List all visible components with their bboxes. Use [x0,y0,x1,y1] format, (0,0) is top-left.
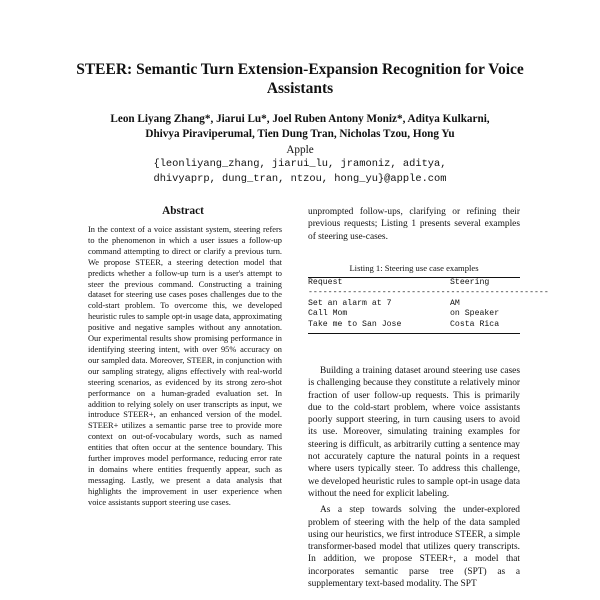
listing-row [308,299,520,309]
listing-steering: AM [450,298,460,308]
listing-request: Set an alarm at 7 [308,298,392,308]
listing-header-steering: Steering [450,278,490,287]
affiliation: Apple [286,144,314,156]
body-paragraph-2: Building a training dataset around steering use cases is challenging because they constitute a relatively minor fraction of user follow-up requests. This is primarily due to the cold-start problem, where voice assistants poorly support steering, in turn causing users to avoid its use. Moreover, simulating training examples for steering is difficult, as arbitrarily cutting a sentence may not accurately capture the natural points in a request where users typically steer. To address this challenge, we developed heuristic rules to sample opt-in usage data without the need for explicit labeling. [308,366,520,499]
listing-header-row [308,278,520,288]
listing-separator: ------------------------------------------------- [308,288,549,298]
paper-title [40,60,560,98]
listing-row [308,320,520,330]
authors-line-1: Leon Liyang Zhang*, Jiarui Lu*, Joel Ruben Antony Moniz*, Aditya Kulkarni, [110,113,490,125]
title-line-1: STEER: Semantic Turn Extension-Expansion Recognition for Voice [76,61,524,78]
emails-line-2: dhivyaprp, dung_tran, ntzou, hong_yu}@apple.com [153,173,447,185]
abstract-heading: Abstract [162,205,204,217]
listing-1 [308,262,549,334]
body-paragraphs [308,365,520,590]
listing-row [308,309,520,319]
listing-request: Take me to San Jose [308,319,402,329]
emails-line-1: {leonliyang_zhang, jiarui_lu, jramoniz, aditya, [153,158,447,170]
authors-line-2: Dhivya Piraviperumal, Tien Dung Tran, Nicholas Tzou, Hong Yu [145,128,455,140]
listing-header-request: Request [308,278,343,287]
abstract-text: In the context of a voice assistant system, steering refers to the phenomenon in which a user issues a follow-up command attempting to direct or clarify a previous turn. We propose STEER, a steering detection model that predicts whether a follow-up turn is a user's attempt to steer the previous command. Constructing a training dataset for steering use cases poses challenges due to the cold-start problem. To overcome this, we developed heuristic rules to sample opt-in usage data, approximating positive and negative samples without any annotation. Our experimental results show promising performance in identifying steering intent, with over 95% accuracy on our sampled data. Moreover, STEER, in conjunction with our sampling strategy, aligns effectively with real-world steering scenarios, as evidenced by its strong zero-shot performance on a human-graded evaluation set. In addition to relying solely on user transcripts as input, we introduce STEER+, an enhanced version of the model. STEER+ utilizes a semantic parse tree to provide more context on out-of-vocabulary words, such as named entities that often occur at the sentence boundary. This further improves model performance, reducing error rate in domains where entities frequently appear, such as messaging. Lastly, we present a data analysis that highlights the improvement in user experience when voice assistants support steering use cases. [88,225,282,507]
listing-caption: Listing 1: Steering use case examples [349,263,479,273]
listing-steering: Costa Rica [450,319,500,329]
title-line-2: Assistants [266,80,334,97]
body-paragraph-3: As a step towards solving the under-explored problem of steering with the help of the data sampled using our heuristics, we first introduce STEER, a simple transformer-based model that utilizes query transcripts. In addition, we propose STEER+, a model that incorporates semantic parse tree (SPT) as a supplementary text-based modality. The SPT [308,505,520,590]
listing-request: Call Mom [308,309,348,319]
listing-code [308,278,549,330]
author-list [40,112,560,142]
author-emails [40,157,560,187]
intro-paragraph [308,206,520,243]
intro-text: unprompted follow-ups, clarifying or refining their previous requests; Listing 1 presents several examples of steering use-cases. [308,207,520,242]
listing-steering: on Speaker [450,309,500,319]
listing-bottom-rule [308,333,520,334]
